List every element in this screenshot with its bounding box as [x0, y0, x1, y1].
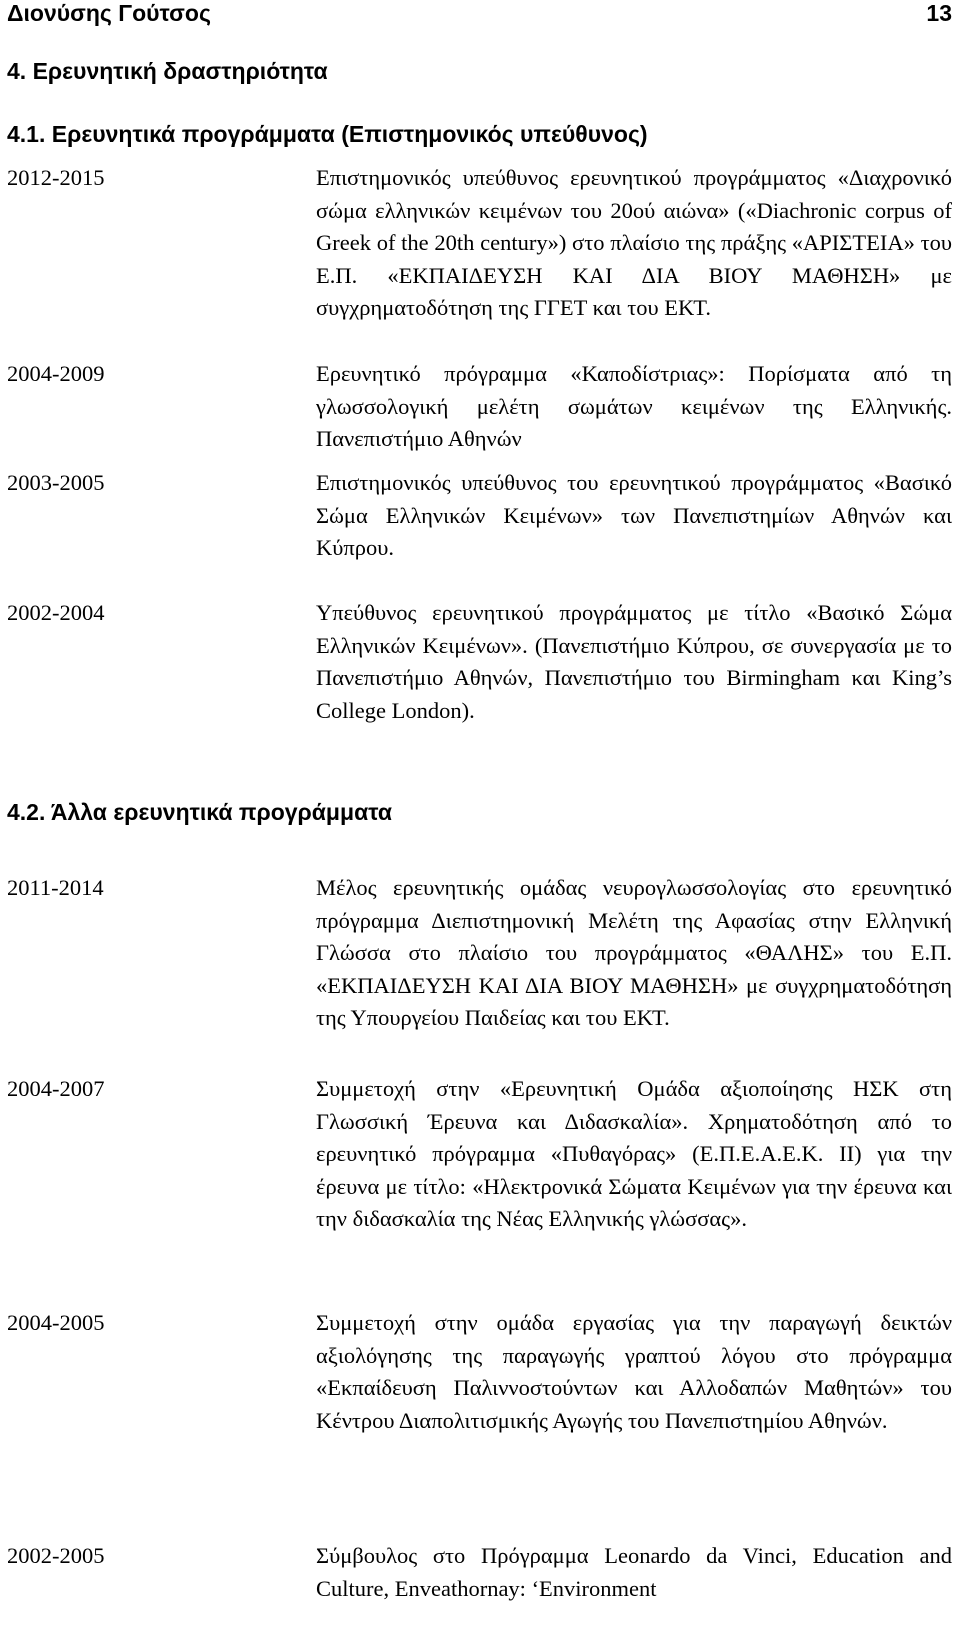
- list-item: [7, 1307, 952, 1437]
- entry-description: Συμμετοχή στην «Ερευνητική Ομάδα αξιοποίησης ΗΣΚ στη Γλωσσική Έρευνα και Διδασκαλία». Χρηματοδότηση από το ερευνητικό πρόγραμμα «Πυθαγόρας» (Ε.Π.Ε.Α.Ε.Κ. ΙΙ) για την έρευνα με τίτλο: «Ηλεκτρονικά Σώματα Κειμένων για την έρευνα και την διδασκαλία της Νέας Ελληνικής γλώσσας».: [316, 1076, 952, 1231]
- entry-description: Υπεύθυνος ερευνητικού προγράμματος με τίτλο «Βασικό Σώμα Ελληνικών Κειμένων». (Πανεπιστήμιο Κύπρου, σε συνεργασία με το Πανεπιστήμιο Αθηνών, Πανεπιστήμιο του Birmingham και King’s College London).: [316, 600, 952, 723]
- entry-description: Επιστημονικός υπεύθυνος του ερευνητικού προγράμματος «Βασικό Σώμα Ελληνικών Κειμένων» των Πανεπιστημίων Αθηνών και Κύπρου.: [316, 470, 952, 560]
- entry-description: Σύμβουλος στο Πρόγραμμα Leonardo da Vinci, Education and Culture, Enveathornay: ‘Environment: [316, 1543, 952, 1601]
- entry-period: 2012-2015: [7, 165, 105, 190]
- list-item: [7, 162, 952, 325]
- entry-period: 2004-2005: [7, 1310, 105, 1335]
- entry-description: Συμμετοχή στην ομάδα εργασίας για την παραγωγή δεικτών αξιολόγησης της παραγωγής γραπτού λόγου στο πρόγραμμα «Εκπαίδευση Παλιννοστούντων και Αλλοδαπών Μαθητών» του Κέντρου Διαπολιτισμικής Αγωγής του Πανεπιστημίου Αθηνών.: [316, 1310, 952, 1433]
- entry-period: 2004-2007: [7, 1076, 105, 1101]
- subsection-title-other-research: 4.2. Άλλα ερευνητικά προγράμματα: [7, 799, 392, 825]
- list-item: [7, 1540, 952, 1605]
- entry-period: 2002-2005: [7, 1543, 105, 1568]
- entry-description: Μέλος ερευνητικής ομάδας νευρογλωσσολογίας στο ερευνητικό πρόγραμμα Διεπιστημονική Μελέτη της Αφασίας στην Ελληνική Γλώσσα στο πλαίσιο του προγράμματος «ΘΑΛΗΣ» του Ε.Π. «ΕΚΠΑΙΔΕΥΣΗ ΚΑΙ ΔΙΑ ΒΙΟΥ ΜΑΘΗΣΗ» με συγχρηματοδότηση της Υπουργείου Παιδείας και του ΕΚΤ.: [316, 875, 952, 1030]
- entry-description: Επιστημονικός υπεύθυνος ερευνητικού προγράμματος «Διαχρονικό σώμα ελληνικών κειμένων του 20ού αιώνα» («Diachronic corpus of Greek of the 20th century») στο πλαίσιο της πράξης «ΑΡΙΣΤΕΙΑ» του Ε.Π. «ΕΚΠΑΙΔΕΥΣΗ ΚΑΙ ΔΙΑ ΒΙΟΥ ΜΑΘΗΣΗ» με συγχρηματοδότηση της ΓΓΕΤ και του ΕΚΤ.: [316, 165, 952, 320]
- entry-period: 2003-2005: [7, 470, 105, 495]
- page-number: 13: [926, 0, 952, 26]
- page-header: [7, 0, 952, 40]
- list-item: [7, 1073, 952, 1236]
- entry-period: 2011-2014: [7, 875, 104, 900]
- list-item: [7, 597, 952, 727]
- author-name: Διονύσης Γούτσος: [7, 0, 211, 26]
- list-item: [7, 467, 952, 565]
- section-title: 4. Ερευνητική δραστηριότητα: [7, 58, 328, 84]
- entry-period: 2002-2004: [7, 600, 105, 625]
- entry-period: 2004-2009: [7, 361, 105, 386]
- list-item: [7, 872, 952, 1035]
- subsection-title-research-lead: 4.1. Ερευνητικά προγράμματα (Επιστημονικός υπεύθυνος): [7, 121, 648, 147]
- entry-description: Ερευνητικό πρόγραμμα «Καποδίστριας»: Πορίσματα από τη γλωσσολογική μελέτη σωμάτων κειμένων της Ελληνικής. Πανεπιστήμιο Αθηνών: [316, 361, 952, 451]
- list-item: [7, 358, 952, 456]
